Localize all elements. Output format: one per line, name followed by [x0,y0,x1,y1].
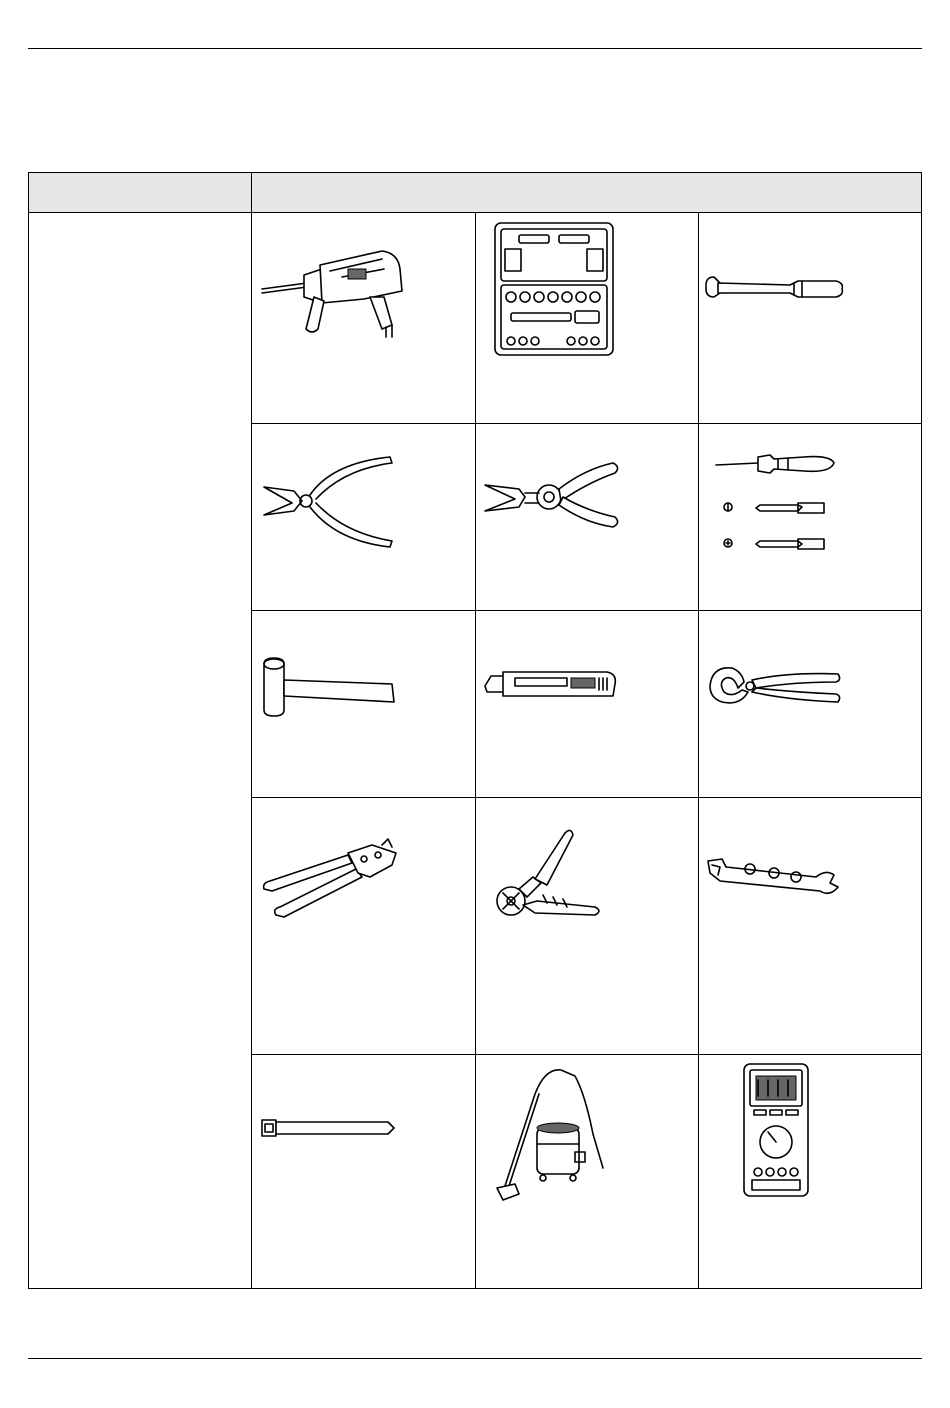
utility-knife-icon [475,610,698,797]
multimeter-icon [698,1054,921,1288]
ferrule-crimper-icon [475,797,698,1054]
tool-cell [475,610,698,797]
socket-set-case-icon [475,213,698,423]
connector-spanner-icon [698,797,921,1054]
footer-rule [28,1358,922,1359]
tool-cell [475,213,698,423]
screwdriver-with-bits-icon [698,423,921,610]
hammer-drill-icon [252,213,475,423]
table-header [29,173,921,213]
tool-cell [698,213,921,423]
tool-cell [252,213,475,423]
tool-cell [252,1054,475,1288]
cable-tie-icon [252,1054,475,1288]
header-cell-right [252,173,920,212]
tool-cell [252,610,475,797]
tool-cell [252,797,475,1054]
tool-cell [475,423,698,610]
tools-table [28,172,922,1289]
wire-stripper-icon [475,423,698,610]
vacuum-cleaner-icon [475,1054,698,1288]
tool-cell [475,797,698,1054]
crimping-tool-icon [252,797,475,1054]
tools-grid [252,213,921,1288]
diagonal-cutter-icon [252,423,475,610]
rubber-mallet-icon [252,610,475,797]
header-rule [28,48,922,49]
tool-cell [252,423,475,610]
category-column [29,213,252,1288]
tool-cell [698,1054,921,1288]
cable-cutter-icon [698,610,921,797]
tool-cell [475,1054,698,1288]
tool-cell [698,610,921,797]
tool-cell [698,423,921,610]
header-cell-left [29,173,251,212]
torque-wrench-icon [698,213,921,423]
tool-cell [698,797,921,1054]
